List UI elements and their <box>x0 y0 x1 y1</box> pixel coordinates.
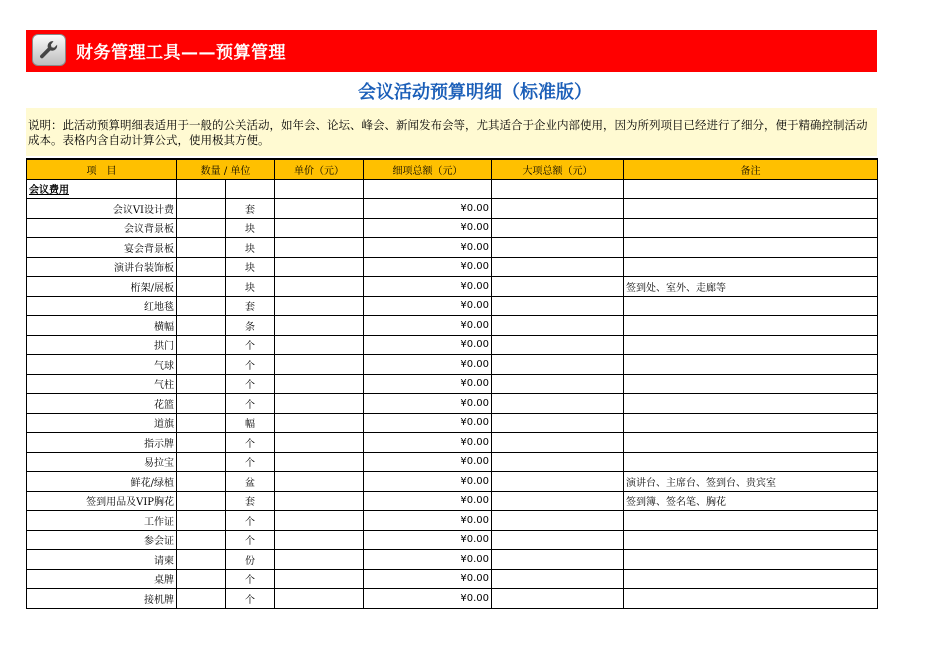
cell-price[interactable] <box>275 491 364 511</box>
cell-total[interactable] <box>492 491 624 511</box>
row-item-label[interactable]: 花篮 <box>27 394 177 414</box>
cell-subtotal[interactable] <box>364 179 492 199</box>
cell-total[interactable] <box>492 589 624 609</box>
row-unit[interactable]: 条 <box>226 316 275 336</box>
table-row <box>27 199 878 219</box>
row-item-label[interactable]: 横幅 <box>27 316 177 336</box>
cell-qty[interactable] <box>177 335 226 355</box>
row-unit[interactable]: 份 <box>226 550 275 570</box>
row-subtotal[interactable]: ¥0.00 <box>364 569 492 589</box>
row-subtotal[interactable]: ¥0.00 <box>364 277 492 297</box>
row-note[interactable] <box>624 355 878 375</box>
header-item: 项 目 <box>27 159 177 179</box>
cell-total[interactable] <box>492 316 624 336</box>
table-row <box>27 569 878 589</box>
cell-price[interactable] <box>275 257 364 277</box>
row-unit[interactable]: 个 <box>226 433 275 453</box>
row-unit[interactable]: 个 <box>226 374 275 394</box>
cell-price[interactable] <box>275 296 364 316</box>
cell-total[interactable] <box>492 238 624 258</box>
cell-qty[interactable] <box>177 413 226 433</box>
row-subtotal[interactable]: ¥0.00 <box>364 394 492 414</box>
row-unit[interactable]: 块 <box>226 238 275 258</box>
cell-total[interactable] <box>492 179 624 199</box>
cell-price[interactable] <box>275 569 364 589</box>
row-unit[interactable]: 个 <box>226 569 275 589</box>
cell-price[interactable] <box>275 355 364 375</box>
row-note[interactable] <box>624 218 878 238</box>
row-note[interactable] <box>624 589 878 609</box>
cell-qty[interactable] <box>177 491 226 511</box>
cell-qty[interactable] <box>177 550 226 570</box>
table-row <box>27 218 878 238</box>
description-note: 说明：此活动预算明细表适用于一般的公关活动，如年会、论坛、峰会、新闻发布会等，尤其适合于企业内部使用，因为所列项目已经进行了细分，便于精确控制活动成本。表格内含自动计算公式，使用极其方便。 <box>26 108 877 156</box>
table-row <box>27 374 878 394</box>
row-subtotal[interactable]: ¥0.00 <box>364 199 492 219</box>
cell-qty[interactable] <box>177 511 226 531</box>
row-unit[interactable]: 个 <box>226 511 275 531</box>
row-subtotal[interactable]: ¥0.00 <box>364 218 492 238</box>
row-note[interactable] <box>624 394 878 414</box>
cell-qty[interactable] <box>177 452 226 472</box>
cell-total[interactable] <box>492 355 624 375</box>
wrench-icon <box>32 34 66 66</box>
row-subtotal[interactable]: ¥0.00 <box>364 257 492 277</box>
row-item-label[interactable]: 工作证 <box>27 511 177 531</box>
row-note[interactable] <box>624 199 878 219</box>
table-row <box>27 355 878 375</box>
cell-qty[interactable] <box>177 394 226 414</box>
cell-price[interactable] <box>275 472 364 492</box>
cell-qty[interactable] <box>177 316 226 336</box>
row-subtotal[interactable]: ¥0.00 <box>364 355 492 375</box>
row-item-label[interactable]: 红地毯 <box>27 296 177 316</box>
row-unit[interactable]: 块 <box>226 277 275 297</box>
cell-total[interactable] <box>492 452 624 472</box>
row-item-label[interactable]: 道旗 <box>27 413 177 433</box>
row-note[interactable] <box>624 433 878 453</box>
cell-qty[interactable] <box>177 355 226 375</box>
row-note[interactable] <box>624 530 878 550</box>
row-item-label[interactable]: 鲜花/绿植 <box>27 472 177 492</box>
cell-qty[interactable] <box>177 569 226 589</box>
header-unit-price: 单价（元） <box>275 159 364 179</box>
row-subtotal[interactable]: ¥0.00 <box>364 238 492 258</box>
cell-total[interactable] <box>492 374 624 394</box>
table-row <box>27 238 878 258</box>
table-row <box>27 589 878 609</box>
cell-qty[interactable] <box>177 257 226 277</box>
row-note[interactable] <box>624 413 878 433</box>
cell-total[interactable] <box>492 257 624 277</box>
cell-qty[interactable] <box>177 238 226 258</box>
cell-price[interactable] <box>275 199 364 219</box>
row-item-label[interactable]: 指示牌 <box>27 433 177 453</box>
cell-price[interactable] <box>275 374 364 394</box>
header-subtotal: 细项总额（元） <box>364 159 492 179</box>
cell-qty[interactable] <box>177 472 226 492</box>
cell-price[interactable] <box>275 433 364 453</box>
table-row <box>27 277 878 297</box>
cell-price[interactable] <box>275 550 364 570</box>
cell-qty[interactable] <box>177 433 226 453</box>
table-row <box>27 472 878 492</box>
table-row <box>27 550 878 570</box>
cell-total[interactable] <box>492 550 624 570</box>
row-subtotal[interactable]: ¥0.00 <box>364 296 492 316</box>
row-subtotal[interactable]: ¥0.00 <box>364 589 492 609</box>
cell-qty[interactable] <box>177 589 226 609</box>
cell-qty[interactable] <box>177 199 226 219</box>
row-subtotal[interactable]: ¥0.00 <box>364 472 492 492</box>
row-unit[interactable]: 块 <box>226 257 275 277</box>
row-item-label[interactable]: 参会证 <box>27 530 177 550</box>
row-unit[interactable]: 个 <box>226 589 275 609</box>
cell-qty[interactable] <box>177 218 226 238</box>
row-subtotal[interactable]: ¥0.00 <box>364 413 492 433</box>
row-item-label[interactable]: 会议VI设计费 <box>27 199 177 219</box>
table-row <box>27 335 878 355</box>
table-row <box>27 296 878 316</box>
table-row <box>27 491 878 511</box>
row-subtotal[interactable]: ¥0.00 <box>364 530 492 550</box>
row-subtotal[interactable]: ¥0.00 <box>364 374 492 394</box>
row-unit[interactable]: 个 <box>226 335 275 355</box>
row-note[interactable] <box>624 511 878 531</box>
cell-total[interactable] <box>492 569 624 589</box>
cell-price[interactable] <box>275 589 364 609</box>
row-note[interactable] <box>624 335 878 355</box>
row-note[interactable]: 签到簿、签名笔、胸花 <box>624 491 878 511</box>
table-row <box>27 316 878 336</box>
row-subtotal[interactable]: ¥0.00 <box>364 316 492 336</box>
cell-total[interactable] <box>492 218 624 238</box>
cell-price[interactable] <box>275 277 364 297</box>
cell-total[interactable] <box>492 472 624 492</box>
row-note[interactable]: 演讲台、主席台、签到台、贵宾室 <box>624 472 878 492</box>
table-header-row <box>27 159 878 179</box>
row-item-label[interactable]: 桌牌 <box>27 569 177 589</box>
budget-table <box>26 158 878 609</box>
cell-total[interactable] <box>492 511 624 531</box>
table-row <box>27 413 878 433</box>
cell-qty[interactable] <box>177 374 226 394</box>
row-note[interactable] <box>624 550 878 570</box>
row-item-label[interactable]: 气球 <box>27 355 177 375</box>
row-item-label[interactable]: 演讲台装饰板 <box>27 257 177 277</box>
cell-price[interactable] <box>275 218 364 238</box>
table-row <box>27 452 878 472</box>
cell-price[interactable] <box>275 316 364 336</box>
row-subtotal[interactable]: ¥0.00 <box>364 491 492 511</box>
cell-price[interactable] <box>275 394 364 414</box>
row-subtotal[interactable]: ¥0.00 <box>364 433 492 453</box>
table-row <box>27 433 878 453</box>
row-item-label[interactable]: 签到用品及VIP胸花 <box>27 491 177 511</box>
cell-note[interactable] <box>624 179 878 199</box>
table-row <box>27 511 878 531</box>
table-row <box>27 530 878 550</box>
cell-total[interactable] <box>492 394 624 414</box>
cell-total[interactable] <box>492 199 624 219</box>
row-subtotal[interactable]: ¥0.00 <box>364 452 492 472</box>
cell-price[interactable] <box>275 452 364 472</box>
row-item-label[interactable]: 易拉宝 <box>27 452 177 472</box>
row-note[interactable] <box>624 296 878 316</box>
cell-total[interactable] <box>492 335 624 355</box>
row-item-label[interactable]: 会议背景板 <box>27 218 177 238</box>
row-note[interactable] <box>624 452 878 472</box>
cell-total[interactable] <box>492 413 624 433</box>
cell-price[interactable] <box>275 335 364 355</box>
row-note[interactable] <box>624 257 878 277</box>
row-subtotal[interactable]: ¥0.00 <box>364 335 492 355</box>
row-item-label[interactable]: 拱门 <box>27 335 177 355</box>
table-row <box>27 257 878 277</box>
row-unit[interactable]: 盆 <box>226 472 275 492</box>
row-item-label[interactable]: 接机牌 <box>27 589 177 609</box>
cell-total[interactable] <box>492 277 624 297</box>
cell-unit[interactable] <box>226 179 275 199</box>
cell-price[interactable] <box>275 179 364 199</box>
row-unit[interactable]: 套 <box>226 296 275 316</box>
row-item-label[interactable]: 宴会背景板 <box>27 238 177 258</box>
row-item-label[interactable]: 请柬 <box>27 550 177 570</box>
cell-total[interactable] <box>492 296 624 316</box>
cell-price[interactable] <box>275 413 364 433</box>
cell-price[interactable] <box>275 238 364 258</box>
cell-qty[interactable] <box>177 296 226 316</box>
row-note[interactable] <box>624 238 878 258</box>
cell-price[interactable] <box>275 530 364 550</box>
header-note: 备注 <box>624 159 878 179</box>
cell-qty[interactable] <box>177 530 226 550</box>
row-unit[interactable]: 幅 <box>226 413 275 433</box>
row-unit[interactable]: 套 <box>226 199 275 219</box>
row-unit[interactable]: 个 <box>226 355 275 375</box>
cell-total[interactable] <box>492 433 624 453</box>
row-unit[interactable]: 个 <box>226 452 275 472</box>
table-row <box>27 394 878 414</box>
cell-price[interactable] <box>275 511 364 531</box>
row-note[interactable] <box>624 316 878 336</box>
category-row <box>27 179 878 199</box>
row-subtotal[interactable]: ¥0.00 <box>364 511 492 531</box>
row-unit[interactable]: 个 <box>226 394 275 414</box>
row-unit[interactable]: 块 <box>226 218 275 238</box>
cell-qty[interactable] <box>177 277 226 297</box>
app-title: 财务管理工具——预算管理 <box>76 43 286 63</box>
cell-qty[interactable] <box>177 179 226 199</box>
cell-total[interactable] <box>492 530 624 550</box>
header-total: 大项总额（元） <box>492 159 624 179</box>
header-qty-unit: 数量 / 单位 <box>177 159 275 179</box>
category-label[interactable]: 会议费用 <box>27 179 177 199</box>
row-unit[interactable]: 套 <box>226 491 275 511</box>
row-unit[interactable]: 个 <box>226 530 275 550</box>
row-subtotal[interactable]: ¥0.00 <box>364 550 492 570</box>
row-note[interactable] <box>624 374 878 394</box>
row-item-label[interactable]: 桁架/展板 <box>27 277 177 297</box>
page-title: 会议活动预算明细（标准版） <box>358 82 592 103</box>
row-item-label[interactable]: 气柱 <box>27 374 177 394</box>
row-note[interactable] <box>624 569 878 589</box>
header-banner <box>26 30 877 72</box>
row-note[interactable]: 签到处、室外、走廊等 <box>624 277 878 297</box>
